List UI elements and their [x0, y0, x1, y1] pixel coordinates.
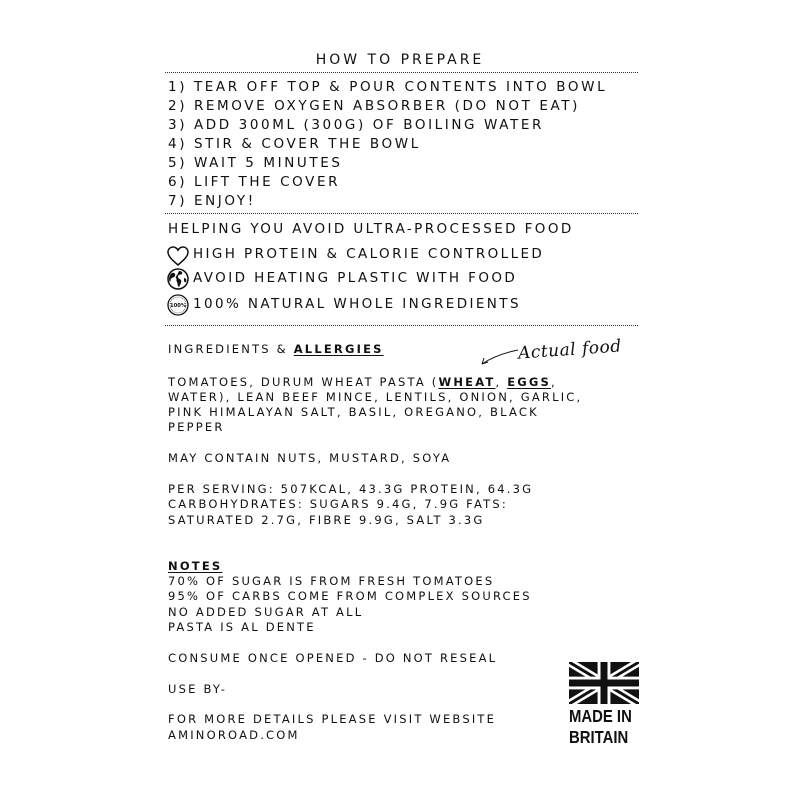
ingredients-line-4: PEPPER: [168, 420, 225, 434]
ingredients-line-1: [168, 375, 557, 391]
benefit-natural: 100% NATURAL WHOLE INGREDIENTS: [193, 296, 521, 312]
allergies-label: ALLERGIES: [293, 342, 384, 356]
ingredients-label: INGREDIENTS &: [168, 342, 288, 356]
nutrition-line-2: CARBOHYDRATES: SUGARS 9.4G, 7.9G FATS:: [168, 497, 508, 511]
step-2: 2) REMOVE OXYGEN ABSORBER (DO NOT EAT): [168, 98, 580, 114]
note-item: PASTA IS AL DENTE: [168, 620, 316, 634]
benefit-protein: HIGH PROTEIN & CALORIE CONTROLLED: [193, 246, 545, 262]
separator: ,: [495, 375, 508, 389]
dotted-divider: [165, 213, 638, 214]
ingredients-text: TOMATOES, DURUM WHEAT PASTA (: [168, 375, 439, 389]
use-by: USE BY-: [168, 682, 228, 696]
globe-icon: [166, 267, 190, 291]
benefits-heading: HELPING YOU AVOID ULTRA-PROCESSED FOOD: [168, 221, 574, 237]
benefit-no-plastic: AVOID HEATING PLASTIC WITH FOOD: [193, 270, 518, 286]
nutrition-line-1: PER SERVING: 507KCAL, 43.3G PROTEIN, 64.3G: [168, 482, 534, 496]
step-5: 5) WAIT 5 MINUTES: [168, 155, 343, 171]
allergen-eggs: EGGS: [507, 375, 552, 389]
allergen-wheat: WHEAT: [438, 375, 496, 389]
ingredients-text: ,: [551, 375, 557, 389]
consume-notice: CONSUME ONCE OPENED - DO NOT RESEAL: [168, 651, 498, 665]
made-in-britain-label: [569, 706, 632, 748]
actual-food-note: Actual food: [517, 336, 623, 364]
svg-text:100%: 100%: [169, 302, 187, 309]
ingredients-heading: [168, 342, 384, 358]
note-item: 95% OF CARBS COME FROM COMPLEX SOURCES: [168, 589, 532, 603]
page-title: HOW TO PREPARE: [315, 52, 485, 68]
britain-line: BRITAIN: [569, 727, 629, 747]
step-4: 4) STIR & COVER THE BOWL: [168, 136, 421, 152]
nutrition-line-3: SATURATED 2.7G, FIBRE 9.9G, SALT 3.3G: [168, 513, 485, 527]
ingredients-line-3: PINK HIMALAYAN SALT, BASIL, OREGANO, BLACK: [168, 405, 539, 419]
made-in-line: MADE IN: [569, 706, 632, 726]
arrow-icon: [470, 344, 520, 370]
heart-icon: [166, 244, 190, 268]
may-contain: MAY CONTAIN NUTS, MUSTARD, SOYA: [168, 451, 452, 465]
more-details: FOR MORE DETAILS PLEASE VISIT WEBSITE: [168, 712, 497, 726]
step-7: 7) ENJOY!: [168, 193, 256, 209]
step-1: 1) TEAR OFF TOP & POUR CONTENTS INTO BOWL: [168, 79, 608, 95]
union-jack-icon: [569, 662, 639, 704]
website-link: AMINOROAD.COM: [168, 728, 300, 742]
dotted-divider: [165, 72, 638, 73]
natural-badge-icon: [166, 293, 190, 317]
dotted-divider: [165, 325, 638, 326]
step-3: 3) ADD 300ML (300G) OF BOILING WATER: [168, 117, 544, 133]
step-6: 6) LIFT THE COVER: [168, 174, 341, 190]
notes-heading: NOTES: [168, 559, 223, 573]
ingredients-line-2: WATER), LEAN BEEF MINCE, LENTILS, ONION, GARLIC,: [168, 390, 583, 404]
note-item: 70% OF SUGAR IS FROM FRESH TOMATOES: [168, 574, 495, 588]
note-item: NO ADDED SUGAR AT ALL: [168, 605, 364, 619]
